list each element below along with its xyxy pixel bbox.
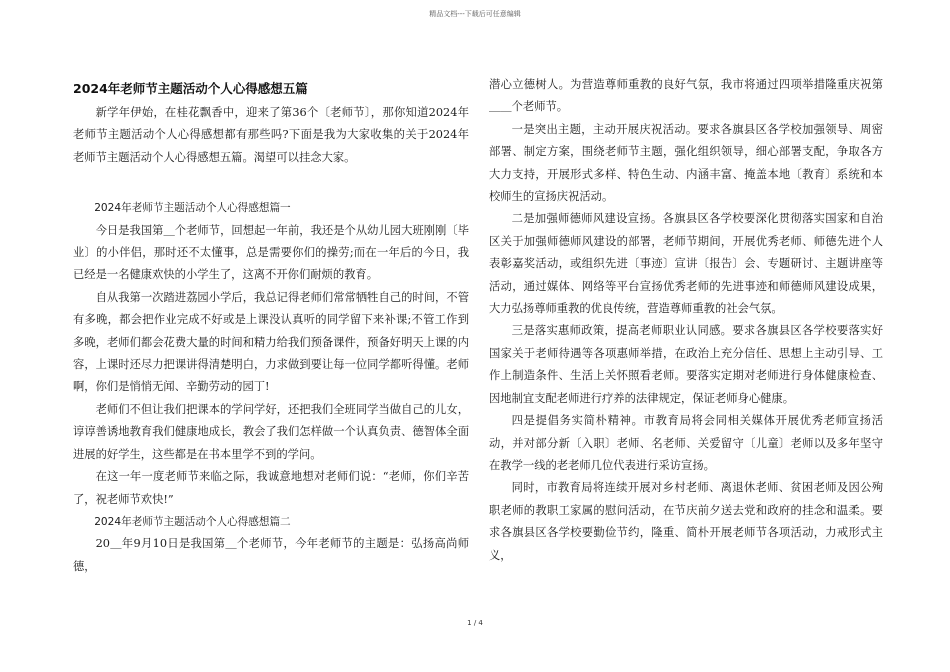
body-paragraph: 三是落实惠师政策，提高老师职业认同感。要求各旗县区各学校要落实好国家关于老师待遇等各项惠师举措，在政治上充分信任、思想上主动引导、工作上制造条件、生活上关怀照看老师。要落实定期对老师进行身体健康检查、因地制宜支配老师进行疗养的法律规定，保证老师身心健康。 [489, 324, 883, 405]
right-column [489, 74, 883, 567]
section-heading-1: 2024年老师节主题活动个人心得感想篇一 [94, 202, 291, 215]
body-paragraph: 20＿年9月10日是我国第＿个老师节，今年老师节的主题是：弘扬高尚师德， [73, 537, 469, 573]
document-header-note: 精品文档---下载后可任意编辑 [429, 10, 521, 18]
intro-paragraph: 新学年伊始，在桂花飘香中，迎来了第36个〔老师节〕，那你知道2024年老师节主题活动个人心得感想都有那些吗?下面是我为大家收集的关于2024年老师节主题活动个人心得感想五篇。渴望可以挂念大家。 [73, 106, 469, 164]
body-paragraph: 二是加强师德师风建设宣扬。各旗县区各学校要深化贯彻落实国家和自治区关于加强师德师风建设的部署，老师节期间，开展优秀老师、师德先进个人表彰嘉奖活动，或组织先进〔事迹〕宣讲〔报告〕会、专题研讨、主题讲座等活动，通过媒体、网络等平台宣扬优秀老师的先进事迹和师德师风建设成果，大力弘扬尊师重教的优良传统，营造尊师重教的社会气氛。 [489, 212, 883, 316]
body-paragraph: 同时，市教育局将连续开展对乡村老师、离退休老师、贫困老师及因公殉职老师的教职工家属的慰问活动，在节庆前夕送去党和政府的挂念和温柔。要求各旗县区各学校要勤俭节约，隆重、简朴开展老师节各项活动，力戒形式主义， [489, 481, 883, 562]
body-paragraph: 一是突出主题，主动开展庆祝活动。要求各旗县区各学校加强领导、周密部署、制定方案，围绕老师节主题，强化组织领导，细心部署支配，争取各方大力支持，开展形式多样、特色生动、内涵丰富、掩盖本地〔教育〕系统和本校师生的宣扬庆祝活动。 [489, 122, 883, 204]
body-paragraph-continued: 潜心立德树人。为营造尊师重教的良好气氛，我市将通过四项举措隆重庆祝第＿＿个老师节。 [489, 78, 883, 114]
section-heading-2: 2024年老师节主题活动个人心得感想篇二 [94, 515, 291, 528]
body-paragraph: 老师们不但让我们把课本的学问学好，还把我们全班同学当做自己的儿女，谆谆善诱地教育我们健康地成长，教会了我们怎样做一个认真负责、德智体全面进展的好学生，这些都是在书本里学不到的学问。 [73, 402, 469, 461]
document-title: 2024年老师节主题活动个人心得感想五篇 [73, 81, 308, 96]
body-paragraph: 在这一年一度老师节来临之际，我诚意地想对老师们说：“老师，你们辛苦了，祝老师节欢快!” [73, 470, 469, 506]
body-paragraph: 四是提倡务实简朴精神。市教育局将会同相关媒体开展优秀老师宣扬活动，并对部分新〔入职〕老师、名老师、关爱留守〔儿童〕老师以及多年坚守在教学一线的老老师几位代表进行采访宣扬。 [489, 414, 883, 472]
body-paragraph: 今日是我国第＿个老师节，回想起一年前，我还是个从幼儿园大班刚刚〔毕业〕的小伴侣，那时还不太懂事，总是需要你们的操劳;而在一年后的今日，我已经是一名健康欢快的小学生了，这离不开你们耐烦的教育。 [73, 223, 469, 282]
left-column [73, 78, 469, 578]
paragraph-gap [73, 169, 469, 191]
body-paragraph: 自从我第一次踏进荔园小学后，我总记得老师们常常牺牲自己的时间，不管有多晚，都会把作业完成不好或是上课没认真听的同学留下来补课;不管工作到多晚，老师们都会花费大量的时间和精力给我们预备课件，预备好明天上课的内容，上课时还尽力把课讲得清楚明白，力求做到要让每一位同学都听得懂。老师啊，你们是悄悄无闻、辛勤劳动的园丁! [73, 290, 469, 394]
page-number: 1 / 4 [467, 619, 483, 627]
